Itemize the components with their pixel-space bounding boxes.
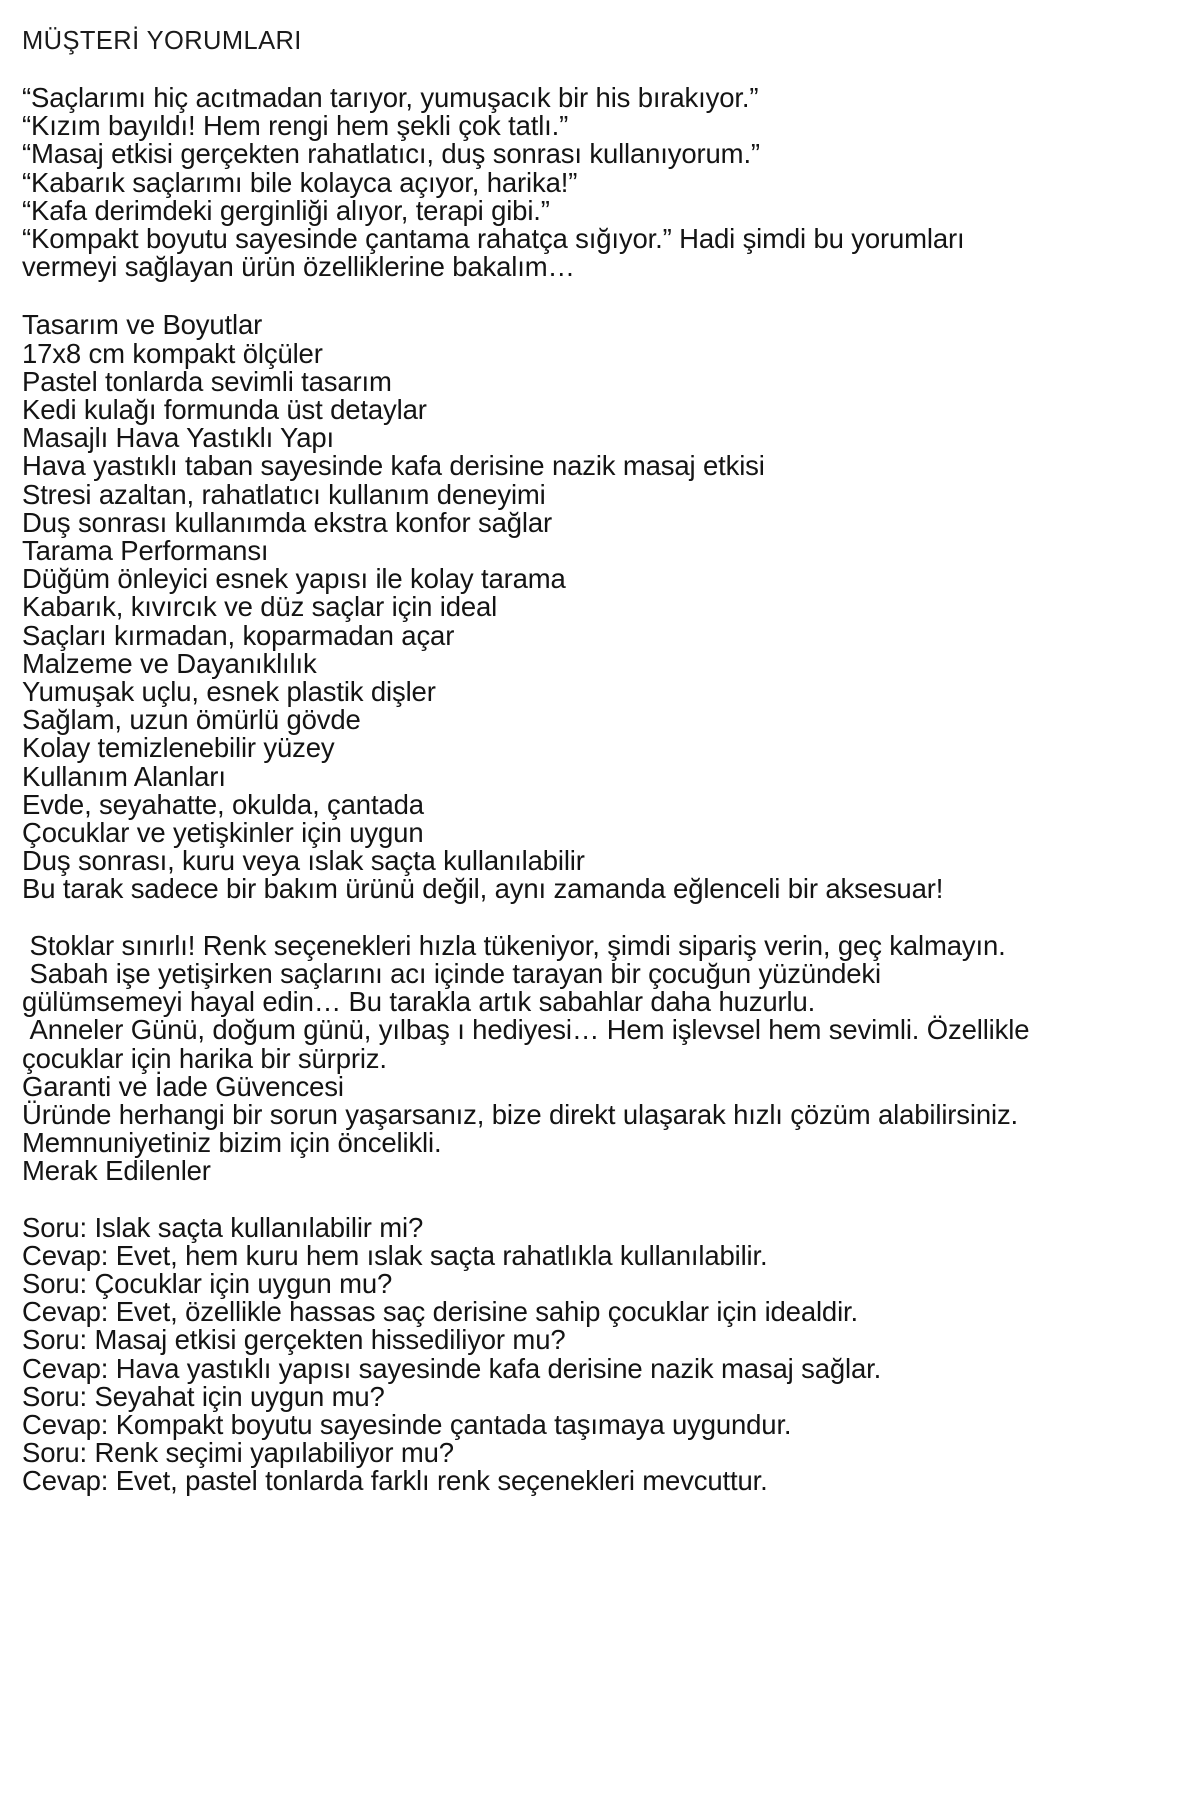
- feature-item: Kedi kulağı formunda üst detaylar: [22, 394, 427, 426]
- review-quote: “Kabarık saçlarımı bile kolayca açıyor, harika!”: [22, 166, 578, 198]
- promotional-section: [22, 929, 1180, 1074]
- feature-item: Duş sonrası kullanımda ekstra konfor sağlar: [22, 506, 553, 538]
- faq-section: [22, 1157, 1180, 1495]
- faq-question: Soru: Islak saçta kullanılabilir mi?: [22, 1211, 424, 1243]
- faq-question: Soru: Çocuklar için uygun mu?: [22, 1267, 393, 1299]
- faq-answer: Cevap: Evet, hem kuru hem ıslak saçta rahatlıkla kullanılabilir.: [22, 1239, 768, 1271]
- promo-paragraph-stock: Stoklar sınırlı! Renk seçenekleri hızla tükeniyor, şimdi sipariş verin, geç kalmayın.: [22, 929, 1006, 961]
- feature-item: Kolay temizlenebilir yüzey: [22, 732, 335, 764]
- spacer: [22, 1186, 1180, 1214]
- feature-item: Stresi azaltan, rahatlatıcı kullanım deneyimi: [22, 478, 546, 510]
- warranty-heading: Garanti ve İade Güvencesi: [22, 1070, 344, 1102]
- feature-item: Yumuşak uçlu, esnek plastik dişler: [22, 676, 436, 708]
- feature-item: Kabarık, kıvırcık ve düz saçlar için ideal: [22, 591, 498, 623]
- faq-question: Soru: Seyahat için uygun mu?: [22, 1380, 385, 1412]
- faq-question: Soru: Renk seçimi yapılabiliyor mu?: [22, 1437, 454, 1469]
- spacer: [22, 281, 1180, 311]
- feature-item: Saçları kırmadan, koparmadan açar: [22, 619, 455, 651]
- feature-item: Pastel tonlarda sevimli tasarım: [22, 365, 392, 397]
- warranty-section: [22, 1070, 1180, 1159]
- faq-question: Soru: Masaj etkisi gerçekten hissediliyor mu?: [22, 1324, 566, 1356]
- faq-heading: Merak Edilenler: [22, 1155, 211, 1187]
- spacer: [22, 904, 1180, 932]
- feature-item: Sağlam, uzun ömürlü gövde: [22, 704, 361, 736]
- warranty-body-text: Üründe herhangi bir sorun yaşarsanız, bize direkt ulaşarak hızlı çözüm alabilirsiniz. Memnuniyetiniz bizim için öncelikli.: [22, 1098, 1026, 1159]
- review-quote: “Kızım bayıldı! Hem rengi hem şekli çok tatlı.”: [22, 110, 569, 142]
- feature-item: Evde, seyahatte, okulda, çantada: [22, 788, 424, 820]
- review-quote: “Masaj etkisi gerçekten rahatlatıcı, duş sonrası kullanıyorum.”: [22, 138, 760, 170]
- feature-group-heading: Kullanım Alanları: [22, 760, 226, 792]
- customer-reviews-section: [22, 84, 1180, 281]
- faq-answer: Cevap: Hava yastıklı yapısı sayesinde kafa derisine nazik masaj sağlar.: [22, 1352, 882, 1384]
- feature-item: Düğüm önleyici esnek yapısı ile kolay tarama: [22, 563, 566, 595]
- promo-paragraph-gift: Anneler Günü, doğum günü, yılbaş ı hediyesi… Hem işlevsel hem sevimli. Özellikle çocuklar için harika bir sürpriz.: [22, 1014, 1037, 1074]
- feature-group-heading: Tarama Performansı: [22, 535, 269, 567]
- feature-item: Duş sonrası, kuru veya ıslak saçta kullanılabilir: [22, 845, 585, 877]
- faq-answer: Cevap: Evet, özellikle hassas saç derisine sahip çocuklar için idealdir.: [22, 1296, 859, 1328]
- feature-item: 17x8 cm kompakt ölçüler: [22, 337, 323, 369]
- feature-group-heading: Masajlı Hava Yastıklı Yapı: [22, 422, 334, 454]
- feature-item: Çocuklar ve yetişkinler için uygun: [22, 817, 424, 849]
- feature-group-heading: Malzeme ve Dayanıklılık: [22, 647, 317, 679]
- promo-paragraph-story: Sabah işe yetişirken saçlarını acı içinde tarayan bir çocuğun yüzündeki gülümsemeyi hayal edin… Bu tarakla artık sabahlar daha huzurlu.: [22, 957, 889, 1018]
- review-quote: “Kafa derimdeki gerginliği alıyor, terapi gibi.”: [22, 194, 550, 226]
- review-quote: “Saçlarımı hiç acıtmadan tarıyor, yumuşacık bir his bırakıyor.”: [22, 82, 759, 113]
- faq-answer: Cevap: Evet, pastel tonlarda farklı renk seçenekleri mevcuttur.: [22, 1465, 768, 1497]
- faq-answer: Cevap: Kompakt boyutu sayesinde çantada taşımaya uygundur.: [22, 1408, 792, 1440]
- product-features-section: [22, 311, 1180, 903]
- features-summary-text: Bu tarak sadece bir bakım ürünü değil, aynı zamanda eğlenceli bir aksesuar!: [22, 873, 944, 905]
- feature-item: Hava yastıklı taban sayesinde kafa derisine nazik masaj etkisi: [22, 450, 765, 482]
- reviews-closing-text: “Kompakt boyutu sayesinde çantama rahatça sığıyor.” Hadi şimdi bu yorumları vermeyi sağlayan ürün özelliklerine bakalım…: [22, 223, 973, 283]
- page-title: MÜŞTERİ YORUMLARI: [22, 27, 302, 55]
- feature-group-heading: Tasarım ve Boyutlar: [22, 309, 263, 341]
